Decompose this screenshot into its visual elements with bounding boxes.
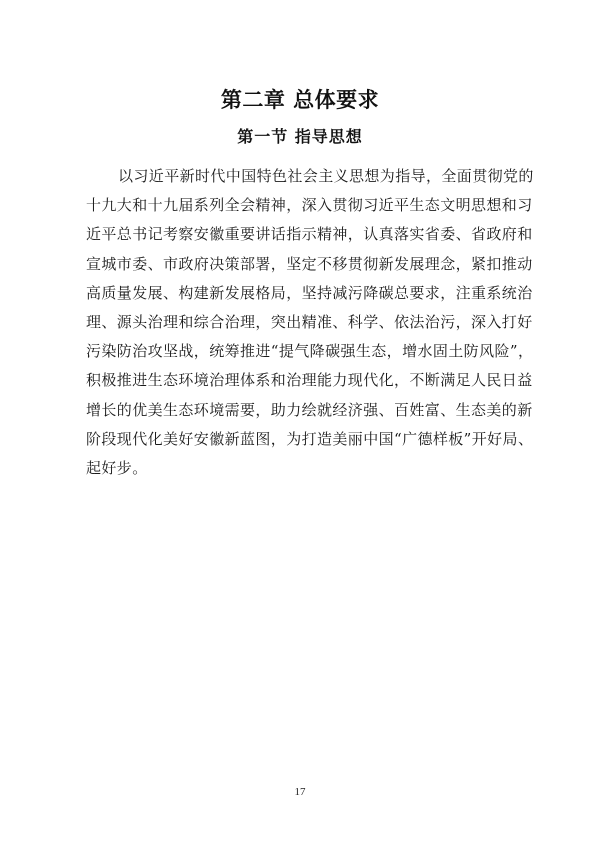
paragraph-line: 高质量发展、构建新发展格局，坚持减污降碳总要求，注重系统治 bbox=[86, 283, 533, 302]
paragraph-line: 积极推进生态环境治理体系和治理能力现代化，不断满足人民日益 bbox=[86, 371, 533, 390]
paragraph-line: 理、源头治理和综合治理，突出精准、科学、依法治污，深入打好 bbox=[86, 312, 533, 331]
paragraph-line: 近平总书记考察安徽重要讲话指示精神，认真落实省委、省政府和 bbox=[86, 225, 533, 244]
paragraph-line: 起好步。 bbox=[86, 458, 148, 477]
paragraph-line: 十九大和十九届系列全会精神，深入贯彻习近平生态文明思想和习 bbox=[86, 196, 533, 215]
body-paragraph bbox=[86, 162, 534, 483]
paragraph-line: 增长的优美生态环境需要，助力绘就经济强、百姓富、生态美的新 bbox=[86, 400, 533, 419]
paragraph-line: 以习近平新时代中国特色社会主义思想为指导，全面贯彻党的 bbox=[118, 167, 534, 185]
paragraph-line: 阶段现代化美好安徽新蓝图，为打造美丽中国“广德样板”开好局、 bbox=[86, 429, 534, 448]
paragraph-line: 宣城市委、市政府决策部署，坚定不移贯彻新发展理念，紧扣推动 bbox=[86, 254, 533, 273]
page-number: 17 bbox=[294, 786, 306, 798]
chapter-title: 第二章 总体要求 bbox=[220, 88, 380, 112]
section-title: 第一节 指导思想 bbox=[237, 127, 363, 146]
paragraph-line: 污染防治攻坚战，统筹推进“提气降碳强生态，增水固土防风险”， bbox=[86, 342, 534, 361]
